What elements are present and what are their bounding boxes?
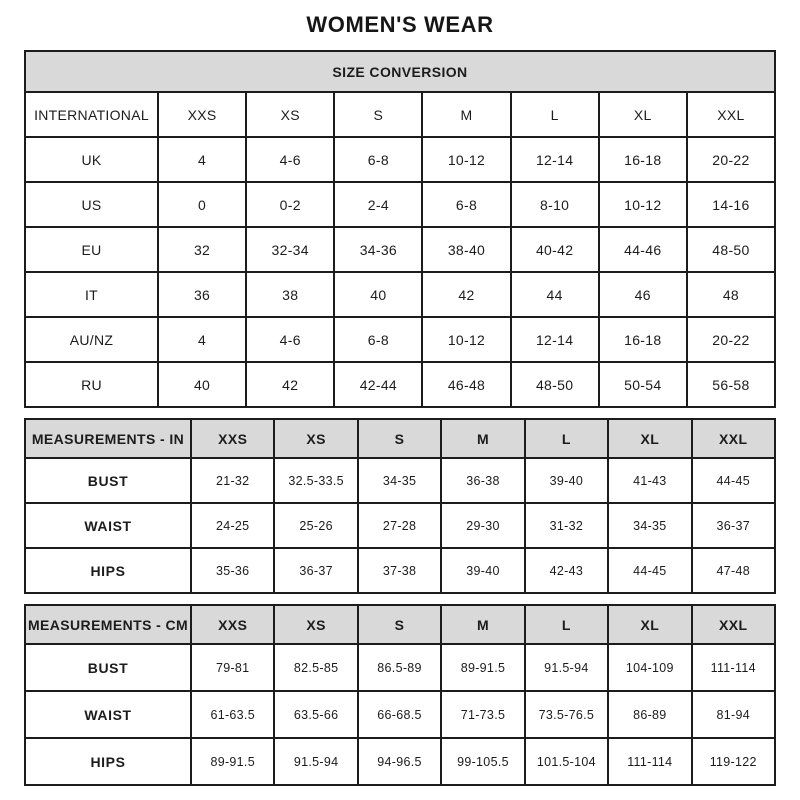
measurement-value-cell: 44-45: [692, 458, 775, 503]
table-row: [25, 503, 775, 548]
measurement-value-cell: 66-68.5: [358, 691, 441, 738]
measurement-label: HIPS: [25, 548, 191, 593]
measurement-value-cell: 34-35: [608, 503, 691, 548]
size-value-cell: 6-8: [422, 182, 510, 227]
size-column-label: XXL: [687, 92, 775, 137]
measurement-value-cell: 86-89: [608, 691, 691, 738]
size-value-cell: 42: [246, 362, 334, 407]
size-column-label: XL: [608, 605, 691, 644]
measurement-value-cell: 91.5-94: [525, 644, 608, 691]
measurement-value-cell: 44-45: [608, 548, 691, 593]
size-column-label: M: [441, 605, 524, 644]
size-value-cell: 0: [158, 182, 246, 227]
size-value-cell: 42: [422, 272, 510, 317]
measurements-in-table-header-row: [25, 419, 775, 458]
table-row: [25, 137, 775, 182]
size-value-cell: 56-58: [687, 362, 775, 407]
size-column-label: S: [358, 605, 441, 644]
size-value-cell: 6-8: [334, 317, 422, 362]
size-column-label: XL: [599, 92, 687, 137]
measurement-value-cell: 94-96.5: [358, 738, 441, 785]
measurement-value-cell: 82.5-85: [274, 644, 357, 691]
size-value-cell: 4-6: [246, 317, 334, 362]
table-row: [25, 362, 775, 407]
measurement-value-cell: 31-32: [525, 503, 608, 548]
measurement-value-cell: 47-48: [692, 548, 775, 593]
measurement-value-cell: 86.5-89: [358, 644, 441, 691]
measurement-value-cell: 39-40: [441, 548, 524, 593]
size-column-label: M: [441, 419, 524, 458]
size-conversion-header: SIZE CONVERSION: [25, 51, 775, 92]
table-row: [25, 691, 775, 738]
size-column-label: L: [525, 419, 608, 458]
measurements-in-table: [24, 418, 776, 594]
table-row: [25, 458, 775, 503]
measurement-label: WAIST: [25, 691, 191, 738]
size-column-label: S: [358, 419, 441, 458]
size-column-label: XL: [608, 419, 691, 458]
measurement-value-cell: 34-35: [358, 458, 441, 503]
size-value-cell: 8-10: [511, 182, 599, 227]
measurement-value-cell: 71-73.5: [441, 691, 524, 738]
measurement-value-cell: 73.5-76.5: [525, 691, 608, 738]
measurement-value-cell: 81-94: [692, 691, 775, 738]
measurement-value-cell: 37-38: [358, 548, 441, 593]
size-column-label: XXS: [191, 419, 274, 458]
size-value-cell: 44-46: [599, 227, 687, 272]
measurements-in-table-header: MEASUREMENTS - IN: [25, 419, 191, 458]
size-conversion-columns-row: [25, 92, 775, 137]
measurements-cm-table: [24, 604, 776, 786]
size-value-cell: 10-12: [599, 182, 687, 227]
size-column-label: XXS: [191, 605, 274, 644]
table-row: [25, 644, 775, 691]
measurement-value-cell: 24-25: [191, 503, 274, 548]
size-value-cell: 4-6: [246, 137, 334, 182]
region-label: EU: [25, 227, 158, 272]
measurement-value-cell: 27-28: [358, 503, 441, 548]
size-value-cell: 32-34: [246, 227, 334, 272]
measurement-value-cell: 42-43: [525, 548, 608, 593]
measurement-value-cell: 99-105.5: [441, 738, 524, 785]
size-value-cell: 46: [599, 272, 687, 317]
measurement-value-cell: 61-63.5: [191, 691, 274, 738]
size-value-cell: 16-18: [599, 317, 687, 362]
measurement-value-cell: 29-30: [441, 503, 524, 548]
size-value-cell: 44: [511, 272, 599, 317]
size-conversion-banner-row: [25, 51, 775, 92]
size-value-cell: 48: [687, 272, 775, 317]
size-value-cell: 48-50: [511, 362, 599, 407]
size-value-cell: 32: [158, 227, 246, 272]
size-column-label: XS: [246, 92, 334, 137]
size-value-cell: 38-40: [422, 227, 510, 272]
table-row: [25, 272, 775, 317]
measurement-value-cell: 39-40: [525, 458, 608, 503]
table-row: [25, 738, 775, 785]
measurement-value-cell: 111-114: [692, 644, 775, 691]
size-column-label: XS: [274, 419, 357, 458]
size-value-cell: 40-42: [511, 227, 599, 272]
size-value-cell: 40: [158, 362, 246, 407]
size-value-cell: 10-12: [422, 317, 510, 362]
measurement-value-cell: 35-36: [191, 548, 274, 593]
size-column-label: L: [511, 92, 599, 137]
measurement-value-cell: 63.5-66: [274, 691, 357, 738]
size-value-cell: 12-14: [511, 137, 599, 182]
region-label: US: [25, 182, 158, 227]
measurements-cm-table-header-row: [25, 605, 775, 644]
size-value-cell: 50-54: [599, 362, 687, 407]
table-row: [25, 227, 775, 272]
region-label: UK: [25, 137, 158, 182]
size-column-label: L: [525, 605, 608, 644]
size-value-cell: 40: [334, 272, 422, 317]
size-value-cell: 0-2: [246, 182, 334, 227]
size-column-label: XXL: [692, 419, 775, 458]
measurement-value-cell: 101.5-104: [525, 738, 608, 785]
measurement-value-cell: 21-32: [191, 458, 274, 503]
size-value-cell: 4: [158, 317, 246, 362]
size-value-cell: 12-14: [511, 317, 599, 362]
region-label: IT: [25, 272, 158, 317]
measurement-value-cell: 36-38: [441, 458, 524, 503]
measurement-value-cell: 91.5-94: [274, 738, 357, 785]
size-value-cell: 14-16: [687, 182, 775, 227]
size-value-cell: 4: [158, 137, 246, 182]
size-column-label: S: [334, 92, 422, 137]
measurement-value-cell: 25-26: [274, 503, 357, 548]
measurement-value-cell: 119-122: [692, 738, 775, 785]
measurement-value-cell: 41-43: [608, 458, 691, 503]
measurement-label: BUST: [25, 458, 191, 503]
size-value-cell: 46-48: [422, 362, 510, 407]
table-row: [25, 317, 775, 362]
size-value-cell: 6-8: [334, 137, 422, 182]
size-value-cell: 42-44: [334, 362, 422, 407]
measurement-value-cell: 111-114: [608, 738, 691, 785]
size-value-cell: 2-4: [334, 182, 422, 227]
measurements-cm-table-header: MEASUREMENTS - CM: [25, 605, 191, 644]
region-label: AU/NZ: [25, 317, 158, 362]
table-row: [25, 548, 775, 593]
measurement-value-cell: 89-91.5: [191, 738, 274, 785]
size-column-label: XXS: [158, 92, 246, 137]
size-value-cell: 48-50: [687, 227, 775, 272]
measurement-value-cell: 89-91.5: [441, 644, 524, 691]
measurement-label: WAIST: [25, 503, 191, 548]
size-conversion-table: [24, 50, 776, 408]
size-value-cell: 38: [246, 272, 334, 317]
size-value-cell: 10-12: [422, 137, 510, 182]
measurement-value-cell: 104-109: [608, 644, 691, 691]
standard-column-label: INTERNATIONAL: [25, 92, 158, 137]
measurement-value-cell: 32.5-33.5: [274, 458, 357, 503]
measurement-label: HIPS: [25, 738, 191, 785]
size-column-label: M: [422, 92, 510, 137]
page-title: WOMEN'S WEAR: [306, 12, 494, 37]
region-label: RU: [25, 362, 158, 407]
size-value-cell: 20-22: [687, 137, 775, 182]
measurement-value-cell: 36-37: [692, 503, 775, 548]
measurement-value-cell: 79-81: [191, 644, 274, 691]
measurement-value-cell: 36-37: [274, 548, 357, 593]
size-column-label: XS: [274, 605, 357, 644]
size-value-cell: 20-22: [687, 317, 775, 362]
measurement-label: BUST: [25, 644, 191, 691]
size-column-label: XXL: [692, 605, 775, 644]
size-value-cell: 16-18: [599, 137, 687, 182]
size-value-cell: 36: [158, 272, 246, 317]
table-row: [25, 182, 775, 227]
size-value-cell: 34-36: [334, 227, 422, 272]
